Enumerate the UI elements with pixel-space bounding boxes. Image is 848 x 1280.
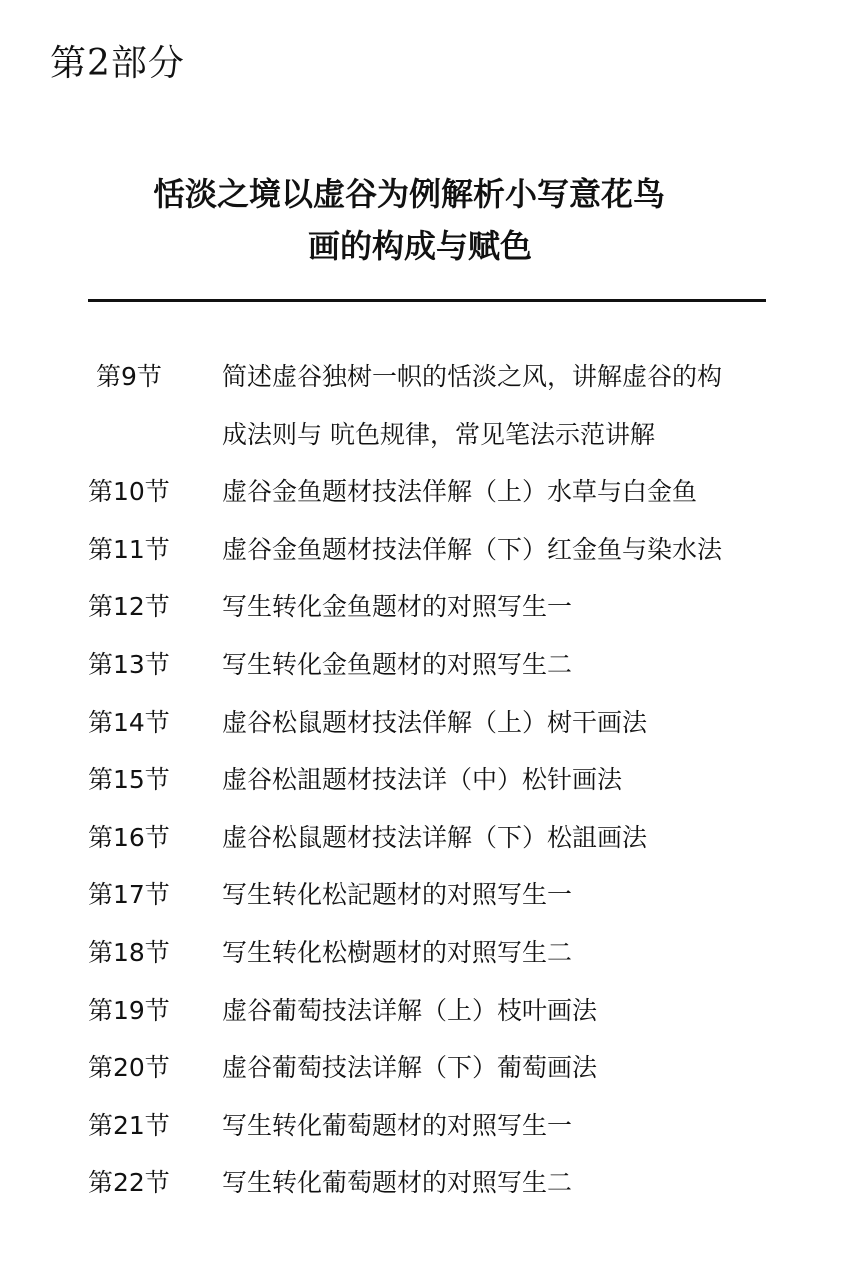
- toc-section-title: [222, 982, 792, 1040]
- toc-section-title: [222, 521, 792, 579]
- toc-section-number: 第19节: [88, 995, 170, 1025]
- toc-section-title: [222, 636, 792, 694]
- toc-section-title-line: 虚谷松詛题材技法详（中）松针画法: [222, 765, 623, 795]
- toc-row: [0, 924, 848, 982]
- toc-row: [0, 694, 848, 752]
- toc-row: [0, 463, 848, 521]
- title-divider: [88, 299, 766, 302]
- toc-section-title-line: 写生转化松記题材的对照写生一: [222, 880, 573, 910]
- toc-section-title-line: 虚谷葡萄技法详解（下）葡萄画法: [222, 1053, 598, 1083]
- table-of-contents: [0, 348, 848, 1212]
- toc-section-number: 第20节: [88, 1053, 170, 1083]
- toc-row: [0, 1154, 848, 1212]
- toc-section-title-line: 虚谷金鱼题材技法佯解（下）红金鱼与染水法: [222, 534, 723, 564]
- toc-row: [0, 348, 848, 463]
- toc-section-number: 第14节: [88, 707, 170, 737]
- toc-section-title: [222, 751, 792, 809]
- toc-section-title-line: 虚谷金鱼题材技法佯解（上）水草与白金鱼: [222, 477, 698, 507]
- toc-section-title: [222, 1097, 792, 1155]
- toc-section-title-line: 写生转化葡萄题材的对照写生一: [222, 1110, 573, 1140]
- toc-section-title: [222, 694, 792, 752]
- toc-section-title: [222, 809, 792, 867]
- toc-section-number: 第10节: [88, 477, 170, 507]
- toc-section-title-line: 写生转化金鱼题材的对照写生一: [222, 592, 573, 622]
- toc-row: [0, 1097, 848, 1155]
- toc-section-number: 第22节: [88, 1168, 170, 1198]
- toc-section-title: [222, 578, 792, 636]
- section-title-line-1: 恬淡之境以虚谷为例解析小写意花鸟: [152, 175, 665, 213]
- toc-section-title-line: 写生转化松樹题材的对照写生二: [222, 937, 573, 967]
- toc-section-title-line: 虚谷松鼠题材技法佯解（上）树干画法: [222, 707, 648, 737]
- toc-section-title-line: 简述虚谷独树一帜的恬淡之风，讲解虚谷的构: [222, 362, 723, 391]
- toc-section-title-line: 写生转化葡萄题材的对照写生二: [222, 1168, 573, 1198]
- toc-row: [0, 809, 848, 867]
- toc-section-title-line: 虚谷葡萄技法详解（上）枝叶画法: [222, 995, 598, 1025]
- toc-row: [0, 982, 848, 1040]
- toc-row: [0, 578, 848, 636]
- part-label: 第2部分: [50, 43, 185, 84]
- toc-section-number: 第18节: [88, 937, 170, 967]
- section-title-line-2: 画的构成与赋色: [307, 227, 532, 265]
- toc-section-title: [222, 924, 792, 982]
- toc-row: [0, 521, 848, 579]
- toc-row: [0, 866, 848, 924]
- toc-section-title-line: 虚谷松鼠题材技法详解（下）松詛画法: [222, 822, 648, 852]
- toc-section-title: [222, 463, 792, 521]
- toc-section-title: [222, 866, 792, 924]
- toc-row: [0, 1039, 848, 1097]
- toc-section-number: 第12节: [88, 592, 170, 622]
- toc-section-number: 第15节: [88, 765, 170, 795]
- toc-section-number: 第16节: [88, 822, 170, 852]
- toc-section-number: 第11节: [88, 534, 170, 564]
- toc-section-number: 第17节: [88, 880, 170, 910]
- toc-row: [0, 751, 848, 809]
- toc-section-title: [222, 1039, 792, 1097]
- toc-row: [0, 636, 848, 694]
- toc-section-title: [222, 1154, 792, 1212]
- toc-section-title-line: 成法则与 吭色规律，常见笔法示范讲解: [222, 419, 655, 449]
- toc-section-number: 第21节: [88, 1110, 170, 1140]
- section-title: [0, 168, 848, 272]
- toc-section-title: [222, 348, 792, 463]
- toc-section-number: 第13节: [88, 649, 170, 679]
- toc-section-number: 第9节: [96, 362, 162, 391]
- toc-section-title-line: 写生转化金鱼题材的对照写生二: [222, 649, 573, 679]
